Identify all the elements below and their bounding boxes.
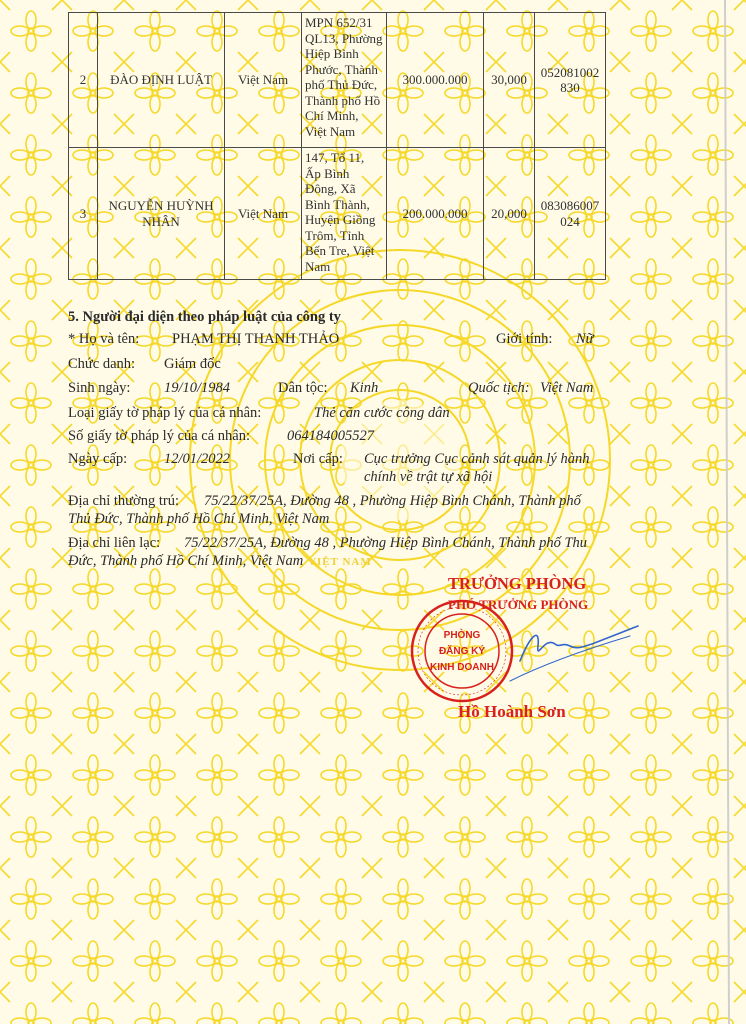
- id-number: 052081002 830: [535, 13, 606, 148]
- shareholder-name: NGUYỄN HUỲNH NHÂN: [98, 148, 225, 280]
- shareholder-address: MPN 652/31 QL13, Phường Hiệp Bình Phước, Thành phố Thủ Đức, Thành phố Hồ Chí Minh, Việt Nam: [302, 13, 387, 148]
- issue-place-label: Nơi cấp:: [293, 451, 343, 467]
- shareholder-address: 147, Tổ 11, Ấp Bình Đông, Xã Bình Thành, Huyện Giồng Trôm, Tỉnh Bến Tre, Việt Nam: [302, 148, 387, 280]
- stamp-line-1: PHÒNG: [443, 630, 481, 641]
- doc-number-label: Số giấy tờ pháp lý của cá nhân:: [68, 428, 251, 444]
- perm-address-line2: Thủ Đức, Thành phố Hồ Chí Minh, Việt Nam: [68, 511, 330, 527]
- issue-date-value: 12/01/2022: [164, 451, 231, 467]
- gender-label: Giới tính:: [496, 331, 553, 347]
- issue-place-line2: chính về trật tự xã hội: [364, 469, 493, 485]
- signature-title: TRƯỞNG PHÒNG: [448, 574, 587, 593]
- ethnic-label: Dân tộc:: [278, 380, 328, 396]
- ethnic-value: Kinh: [350, 380, 379, 396]
- doc-number-value: 064184005527: [287, 428, 374, 444]
- shareholder-table: [68, 12, 606, 280]
- perm-address-label: Địa chỉ thường trú:: [68, 493, 179, 509]
- perm-address-line1: 75/22/37/25A, Đường 48 , Phường Hiệp Bình Chánh, Thành phố: [204, 493, 581, 509]
- title-value: Giám đốc: [164, 356, 221, 372]
- nationality-label: Quốc tịch:: [468, 380, 530, 396]
- gender-value: Nữ: [576, 331, 594, 347]
- stamp-line-3: KINH DOANH: [430, 662, 494, 673]
- table-row: [69, 148, 606, 280]
- handwritten-signature: [500, 606, 650, 686]
- capital-ratio: 30,000: [484, 13, 535, 148]
- dob-value: 19/10/1984: [164, 380, 231, 396]
- row-number: 3: [69, 148, 98, 280]
- watermark-text: VIỆT NAM: [308, 556, 372, 568]
- shareholder-nationality: Việt Nam: [225, 148, 302, 280]
- capital-amount: 200.000.000: [387, 148, 484, 280]
- row-number: 2: [69, 13, 98, 148]
- signature-subtitle: PHÓ TRƯỞNG PHÒNG: [448, 597, 589, 612]
- stamp-line-2: ĐĂNG KÝ: [438, 646, 486, 657]
- capital-amount: 300.000.000: [387, 13, 484, 148]
- signer-name: Hồ Hoành Sơn: [458, 702, 566, 721]
- contact-address-line2: Đức, Thành phố Hồ Chí Minh, Việt Nam: [68, 553, 304, 569]
- capital-ratio: 20,000: [484, 148, 535, 280]
- title-label: Chức danh:: [68, 356, 136, 372]
- doc-type-value: Thẻ căn cước công dân: [314, 405, 450, 421]
- section-heading: 5. Người đại diện theo pháp luật của công ty: [68, 309, 341, 325]
- name-label: * Họ và tên:: [68, 331, 140, 347]
- table-row: [69, 13, 606, 148]
- issue-date-label: Ngày cấp:: [68, 451, 128, 467]
- shareholder-name: ĐÀO ĐỊNH LUẬT: [98, 13, 225, 148]
- contact-address-label: Địa chỉ liên lạc:: [68, 535, 161, 551]
- dob-label: Sinh ngày:: [68, 380, 131, 396]
- contact-address-line1: 75/22/37/25A, Đường 48 , Phường Hiệp Bình Chánh, Thành phố Thu: [184, 535, 588, 551]
- shareholder-nationality: Việt Nam: [225, 13, 302, 148]
- issue-place-line1: Cục trưởng Cục cảnh sát quản lý hành: [364, 451, 590, 467]
- id-number: 083086007 024: [535, 148, 606, 280]
- name-value: PHẠM THỊ THANH THẢO: [172, 331, 340, 347]
- doc-type-label: Loại giấy tờ pháp lý của cá nhân:: [68, 405, 262, 421]
- nationality-value: Việt Nam: [540, 380, 594, 396]
